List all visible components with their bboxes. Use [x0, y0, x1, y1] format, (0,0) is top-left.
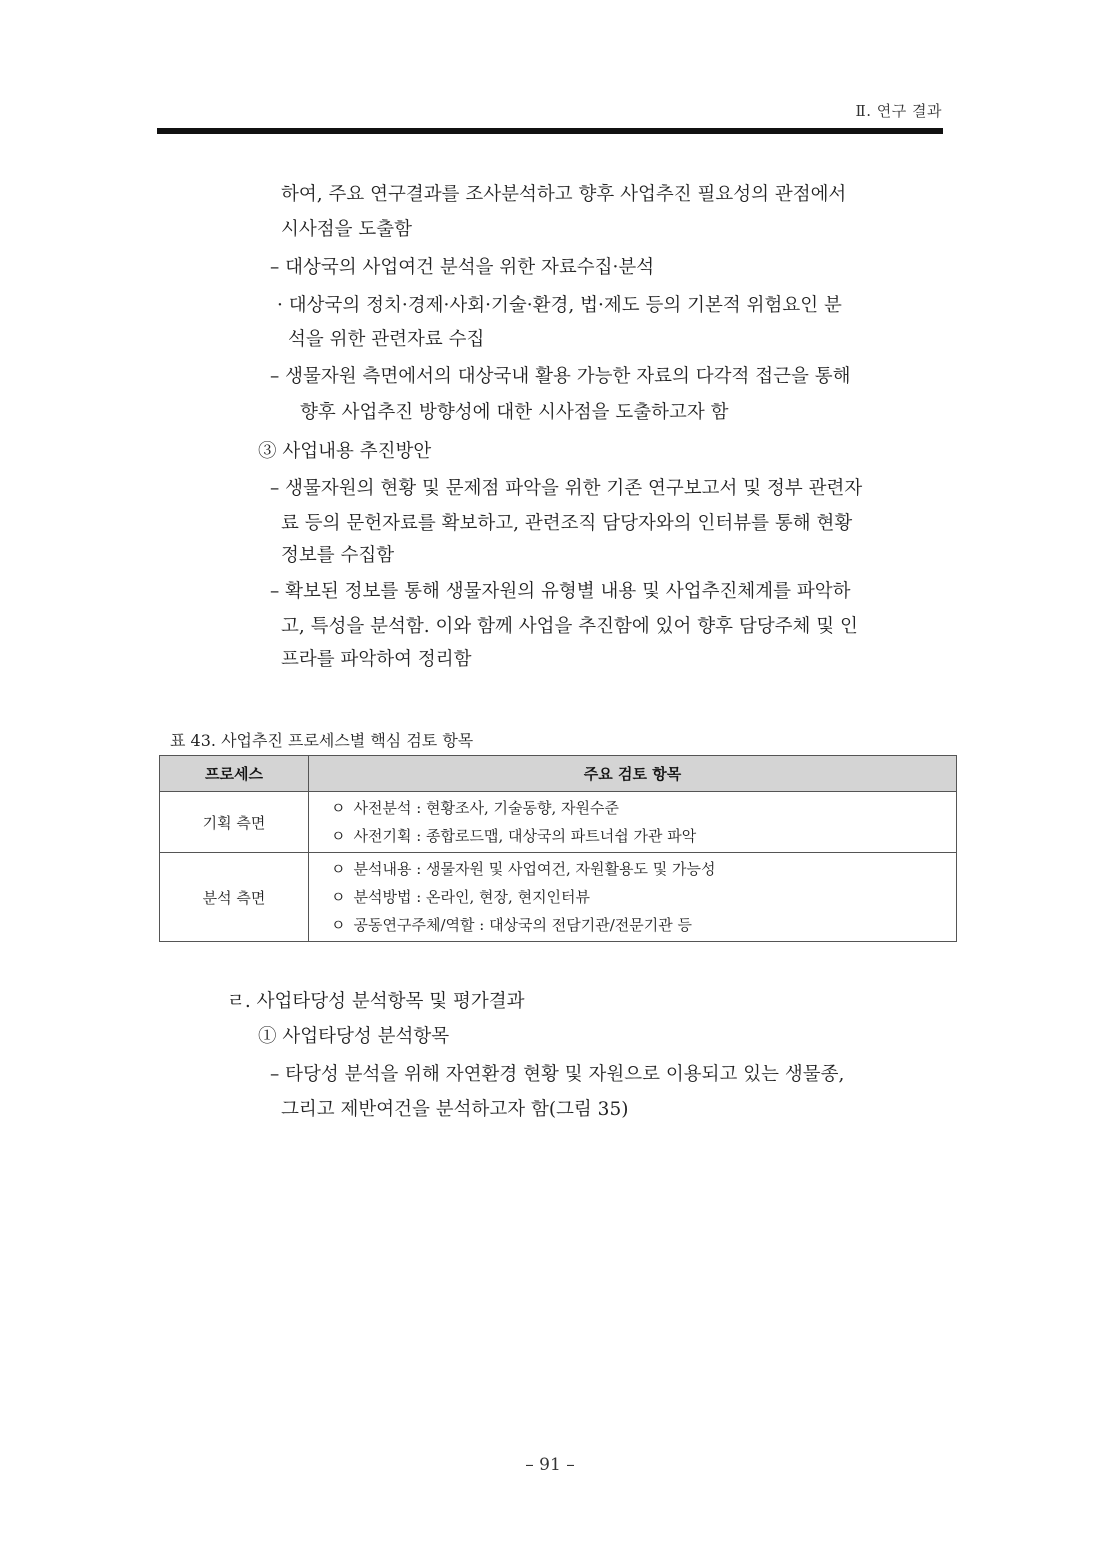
- table-header-row: [160, 756, 957, 792]
- column-header-items: 주요 검토 항목: [309, 756, 957, 792]
- circle-bullet-icon: ㅇ: [331, 860, 346, 878]
- items-cell: [309, 792, 957, 853]
- list-item: [331, 883, 956, 911]
- body-line: · 대상국의 정치·경제·사회·기술·환경, 법·제도 등의 기본적 위험요인 분: [277, 295, 842, 316]
- circle-bullet-icon: ㅇ: [331, 916, 346, 934]
- body-line: 료 등의 문헌자료를 확보하고, 관련조직 담당자와의 인터뷰를 통해 현황: [281, 513, 853, 534]
- table-row: [160, 853, 957, 942]
- table-row: [160, 792, 957, 853]
- running-header: Ⅱ. 연구 결과: [855, 102, 942, 120]
- process-cell: 기획 측면: [160, 792, 309, 853]
- item-text: 사전기획 : 종합로드맵, 대상국의 파트너쉽 가관 파악: [353, 827, 697, 845]
- page-number: – 91 –: [525, 1455, 575, 1475]
- subsection-heading: ① 사업타당성 분석항목: [258, 1026, 450, 1047]
- body-line: – 생물자원 측면에서의 대상국내 활용 가능한 자료의 다각적 접근을 통해: [270, 366, 851, 387]
- list-item: [331, 822, 956, 850]
- item-text: 공동연구주체/역할 : 대상국의 전담기관/전문기관 등: [353, 916, 693, 934]
- body-line: 고, 특성을 분석함. 이와 함께 사업을 추진함에 있어 향후 담당주체 및 인: [281, 616, 858, 637]
- body-line: – 대상국의 사업여건 분석을 위한 자료수집·분석: [270, 257, 655, 278]
- body-line: 정보를 수집함: [281, 545, 395, 566]
- items-cell: [309, 853, 957, 942]
- list-item: [331, 855, 956, 883]
- body-line: 석을 위한 관련자료 수집: [288, 329, 485, 350]
- subsection-heading: ③ 사업내용 추진방안: [258, 441, 432, 462]
- process-cell: 분석 측면: [160, 853, 309, 942]
- section-heading: ㄹ. 사업타당성 분석항목 및 평가결과: [227, 991, 525, 1012]
- body-line: – 생물자원의 현황 및 문제점 파악을 위한 기존 연구보고서 및 정부 관련자: [270, 478, 863, 499]
- list-item: [331, 911, 956, 939]
- body-line: – 확보된 정보를 통해 생물자원의 유형별 내용 및 사업추진체계를 파악하: [270, 581, 851, 602]
- list-item: [331, 794, 956, 822]
- item-text: 사전분석 : 현황조사, 기술동향, 자원수준: [353, 799, 620, 817]
- body-line: 프라를 파악하여 정리함: [281, 649, 472, 670]
- table-caption: 표 43. 사업추진 프로세스별 핵심 검토 항목: [170, 731, 474, 750]
- body-line: – 타당성 분석을 위해 자연환경 현황 및 자원으로 이용되고 있는 생물종,: [270, 1064, 845, 1085]
- item-text: 분석방법 : 온라인, 현장, 현지인터뷰: [353, 888, 591, 906]
- column-header-process: 프로세스: [160, 756, 309, 792]
- body-line: 하여, 주요 연구결과를 조사분석하고 향후 사업추진 필요성의 관점에서: [281, 184, 847, 205]
- body-line: 시사점을 도출함: [281, 219, 412, 240]
- body-line: 그리고 제반여건을 분석하고자 함(그림 35): [281, 1099, 629, 1120]
- body-line: 향후 사업추진 방향성에 대한 시사점을 도출하고자 함: [300, 402, 729, 423]
- circle-bullet-icon: ㅇ: [331, 827, 346, 845]
- item-text: 분석내용 : 생물자원 및 사업여건, 자원활용도 및 가능성: [353, 860, 716, 878]
- header-rule: [157, 128, 943, 134]
- circle-bullet-icon: ㅇ: [331, 799, 346, 817]
- review-items-table: [159, 755, 957, 942]
- circle-bullet-icon: ㅇ: [331, 888, 346, 906]
